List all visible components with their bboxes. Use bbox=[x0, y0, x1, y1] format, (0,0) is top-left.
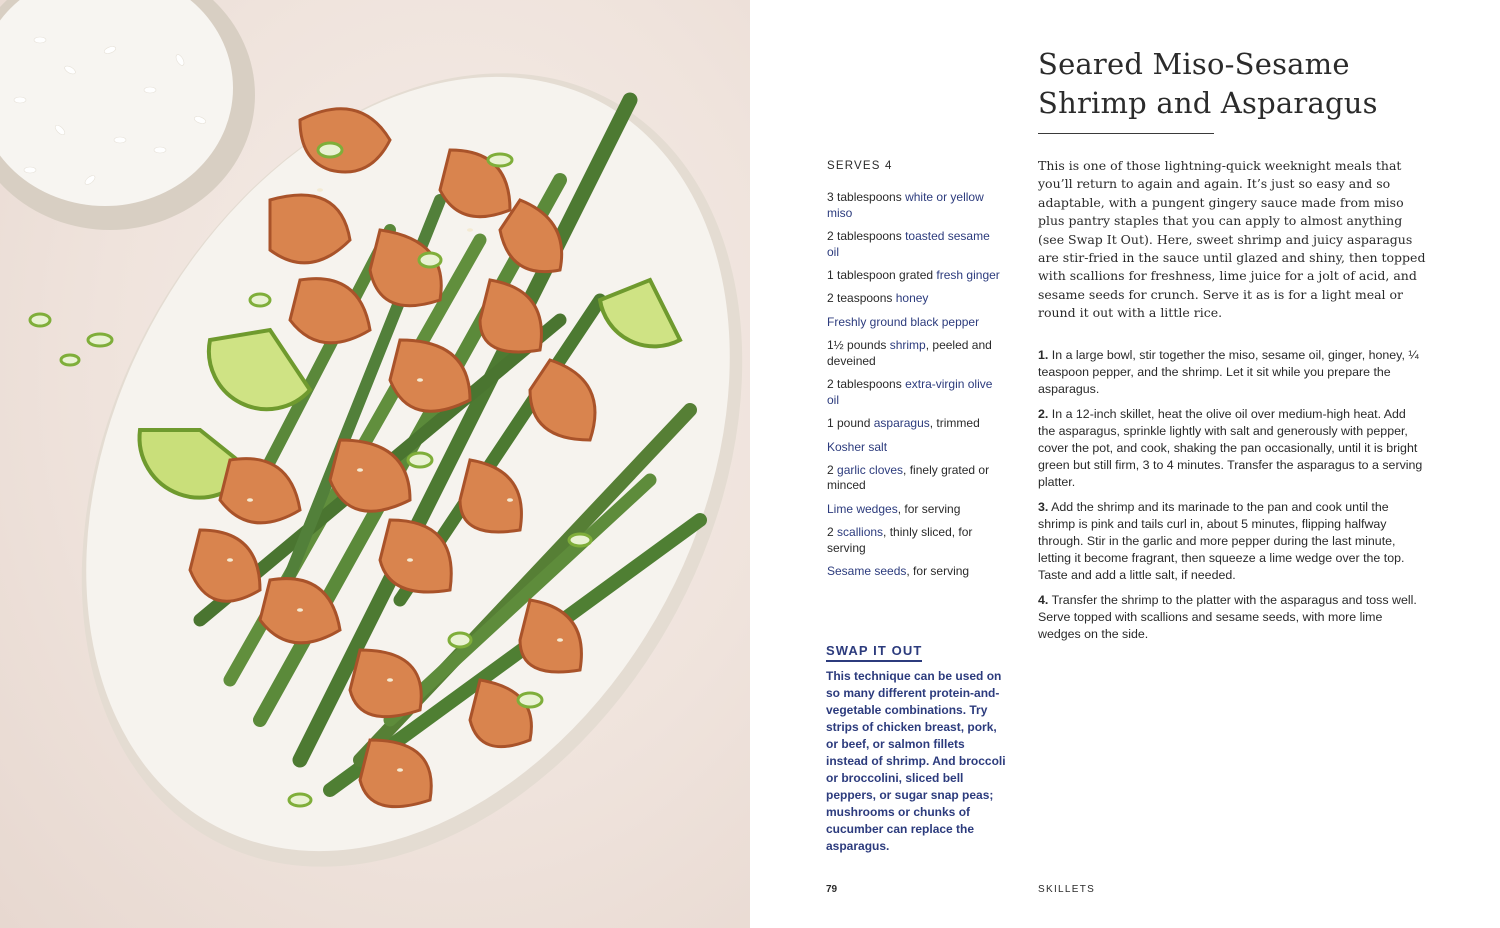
section-name: SKILLETS bbox=[1038, 884, 1096, 895]
swap-it-out-heading: SWAP IT OUT bbox=[826, 643, 922, 662]
serves-label: SERVES 4 bbox=[827, 160, 893, 172]
step-number: 3. bbox=[1038, 499, 1049, 514]
method-step bbox=[1038, 499, 1423, 584]
step-text: In a 12-inch skillet, heat the olive oil over medium-high heat. Add the asparagus, sprinkle lightly with salt and generously with pepper, cover the pot, and cook, shaking the pan occasionally, until it is bright green but still firm, 3 to 4 minutes. Transfer the asparagus to a serving platter. bbox=[1038, 406, 1423, 490]
recipe-title bbox=[1038, 45, 1468, 123]
ingredient-item: 2 teaspoons honey bbox=[827, 291, 929, 306]
rice-bowl bbox=[0, 0, 255, 230]
ingredient-item: 1½ pounds shrimp, peeled and deveined bbox=[827, 338, 992, 368]
ingredient-item: Kosher salt bbox=[827, 439, 888, 454]
ingredient-item: 2 garlic cloves, finely grated or minced bbox=[827, 462, 990, 493]
ingredient-item: Lime wedges, for serving bbox=[827, 501, 961, 516]
ingredient-list bbox=[827, 190, 1005, 588]
ingredient-item: 1 pound asparagus, trimmed bbox=[827, 416, 980, 431]
title-divider bbox=[1038, 133, 1214, 134]
step-number: 2. bbox=[1038, 406, 1049, 421]
method-step bbox=[1038, 592, 1423, 643]
ingredient-item: Freshly ground black pepper bbox=[827, 314, 980, 329]
recipe-title-line-1: Seared Miso-Sesame bbox=[1038, 47, 1350, 81]
method-step bbox=[1038, 406, 1423, 491]
ingredient-item: 1 tablespoon grated fresh ginger bbox=[827, 267, 1000, 282]
ingredient-item: 2 tablespoons extra-virgin olive oil bbox=[827, 377, 993, 407]
ingredient-item: Sesame seeds, for serving bbox=[827, 564, 970, 579]
recipe-intro: This is one of those lightning-quick weeknight meals that you’ll return to again and again. It’s just so easy and so adaptable, with a pungent gingery sauce made from miso plus pantry staples that you can apply to almost anything (see Swap It Out). Here, sweet shrimp and juicy asparagus are stir-fried in the sauce until glazed and shiny, then topped with scallions for freshness, lime juice for a jolt of acid, and sesame seeds for crunch. Serve it as is for a light meal or round it out with a little rice. bbox=[1038, 158, 1426, 321]
step-number: 4. bbox=[1038, 592, 1049, 607]
method-step bbox=[1038, 347, 1423, 398]
step-text: Transfer the shrimp to the platter with the asparagus and toss well. Serve topped with scallions and sesame seeds, with more lime wedges on the side. bbox=[1038, 592, 1417, 641]
swap-it-out-text: This technique can be used on so many different protein-and-vegetable combinations. Try strips of chicken breast, pork, or beef, or salmon fillets instead of shrimp. And broccoli or broccolini, sliced bell peppers, or sugar snap peas; mushrooms or chunks of cucumber can replace the asparagus. bbox=[826, 669, 1006, 853]
page-number: 79 bbox=[826, 884, 838, 895]
ingredient-item: 2 scallions, thinly sliced, for serving bbox=[827, 525, 973, 555]
recipe-title-line-2: Shrimp and Asparagus bbox=[1038, 86, 1378, 120]
ingredient-item: 3 tablespoons white or yellow miso bbox=[827, 190, 984, 220]
step-number: 1. bbox=[1038, 348, 1049, 362]
step-text: In a large bowl, stir together the miso, sesame oil, ginger, honey, ¼ teaspoon pepper, and the shrimp. Let it sit while you prepare the asparagus. bbox=[1038, 348, 1419, 397]
step-text: Add the shrimp and its marinade to the pan and cook until the shrimp is pink and tails curl in, about 5 minutes, flipping halfway through. Stir in the garlic and more pepper during the last minute, letting it become fragrant, then squeeze a lime wedge over the top. Taste and add a little salt, if needed. bbox=[1038, 499, 1405, 583]
ingredient-item: 2 tablespoons toasted sesame oil bbox=[827, 228, 990, 259]
method-steps bbox=[1038, 347, 1423, 651]
